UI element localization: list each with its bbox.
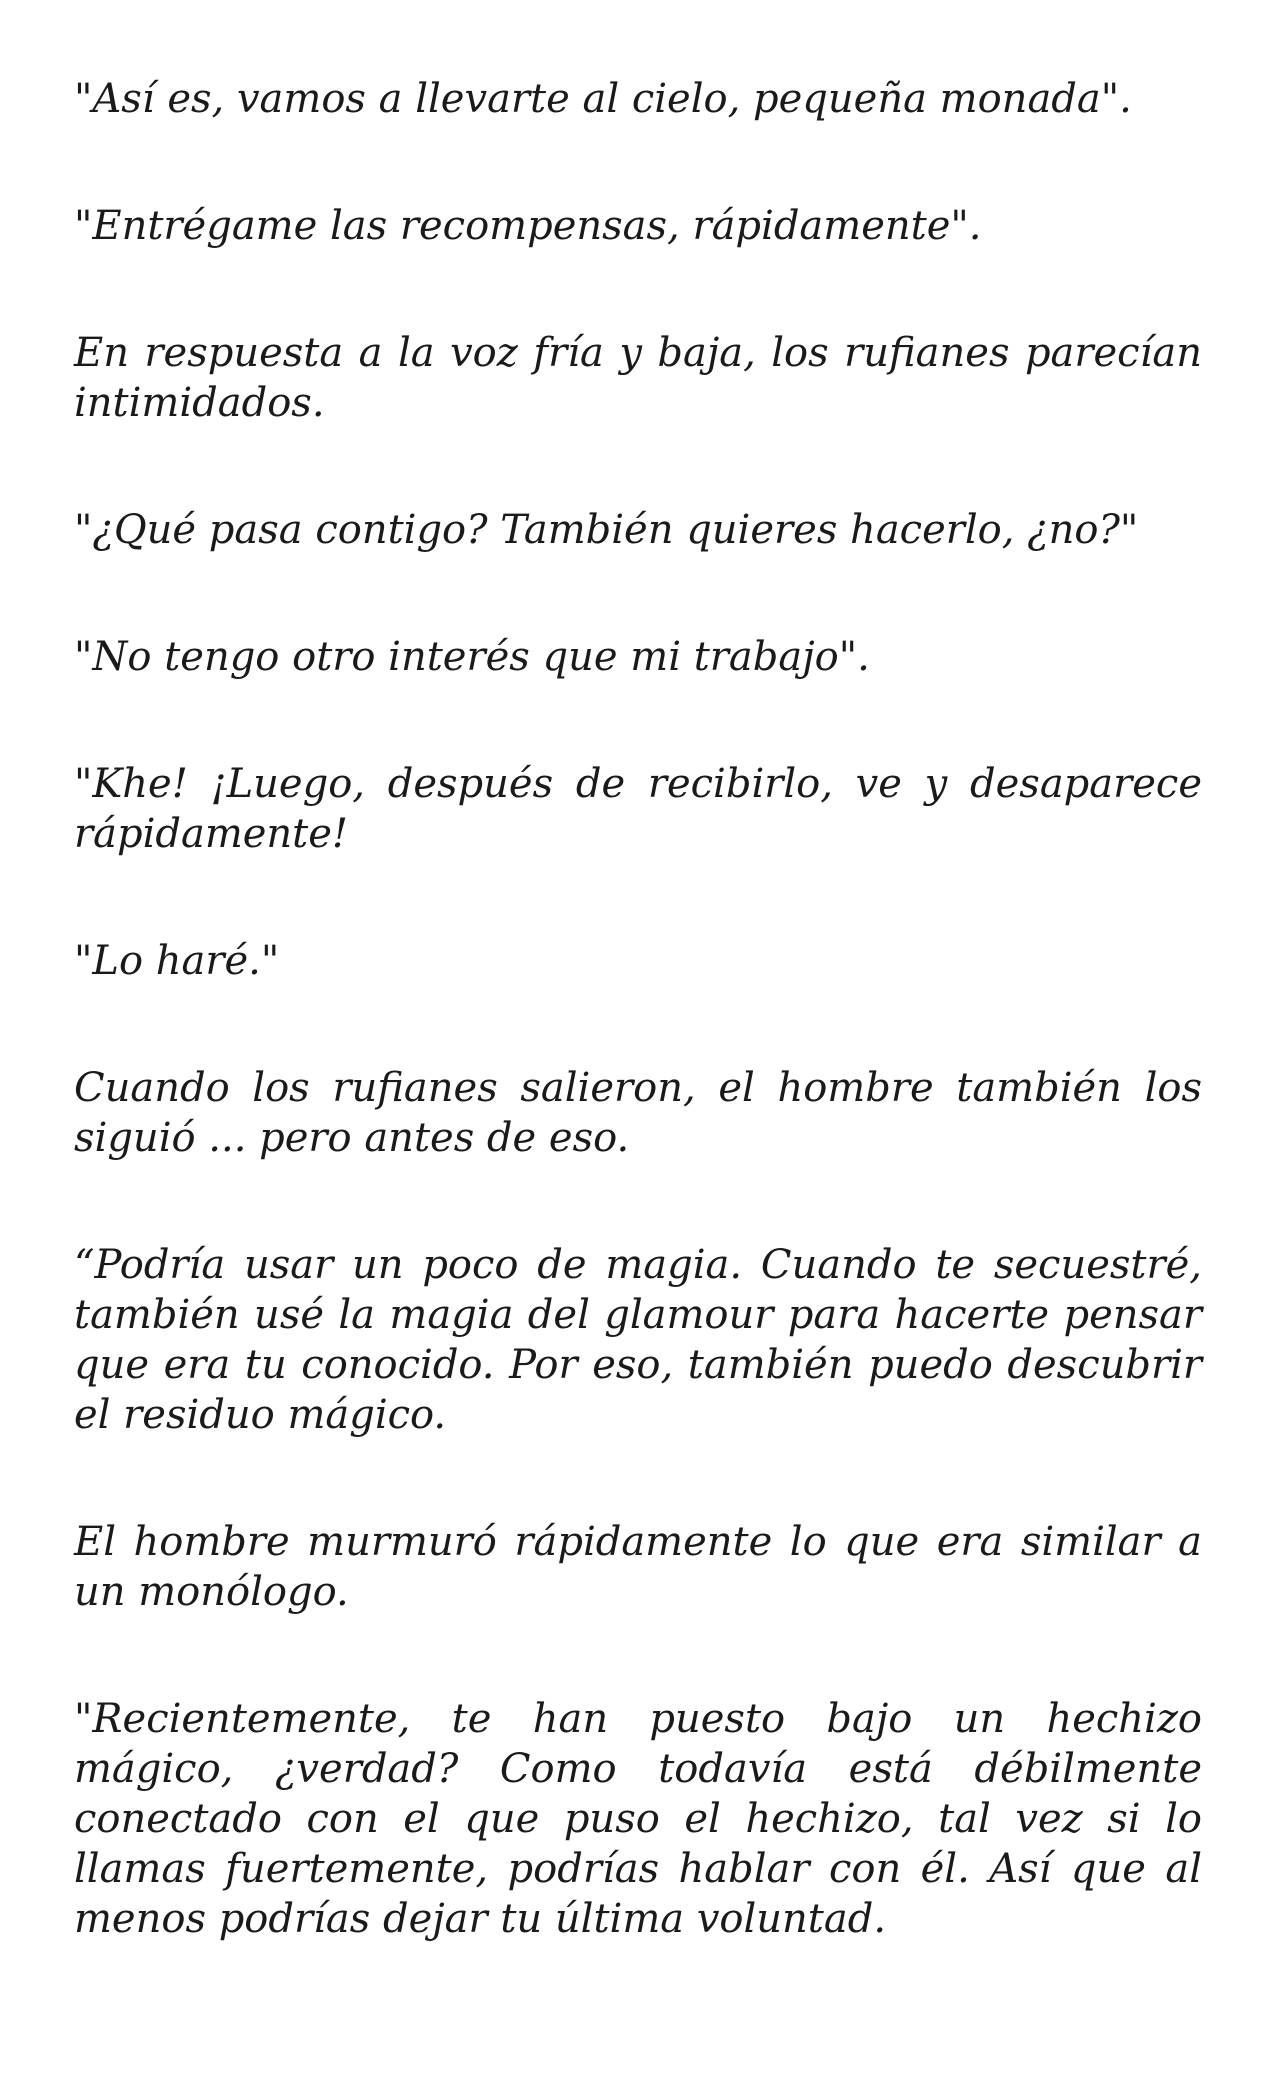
paragraph-8: Cuando los rufianes salieron, el hombre también los siguió ... pero antes de eso. [74,1065,1202,1161]
paragraph-4: "¿Qué pasa contigo? También quieres hacerlo, ¿no?" [74,507,1139,553]
paragraph-3: En respuesta a la voz fría y baja, los rufianes parecían intimidados. [74,330,1202,426]
paragraph-2: "Entrégame las recompensas, rápidamente". [74,203,982,249]
paragraph-10: El hombre murmuró rápidamente lo que era similar a un monólogo. [74,1519,1202,1615]
paragraph-6: "Khe! ¡Luego, después de recibirlo, ve y desaparece rápidamente! [74,761,1202,857]
paragraph-11: "Recientemente, te han puesto bajo un hechizo mágico, ¿verdad? Como todavía está débilmente conectado con el que puso el hechizo, tal vez si lo llamas fuertemente, podrías hablar con él. Así que al menos podrías dejar tu última voluntad. [74,1696,1202,1942]
text-body [74,74,1202,1944]
paragraph-1: "Así es, vamos a llevarte al cielo, pequeña monada". [74,76,1132,122]
paragraph-9: “Podría usar un poco de magia. Cuando te secuestré, también usé la magia del glamour para hacerte pensar que era tu conocido. Por eso, también puedo descubrir el residuo mágico. [74,1242,1202,1438]
paragraph-5: "No tengo otro interés que mi trabajo". [74,634,870,680]
paragraph-7: "Lo haré." [74,938,280,984]
